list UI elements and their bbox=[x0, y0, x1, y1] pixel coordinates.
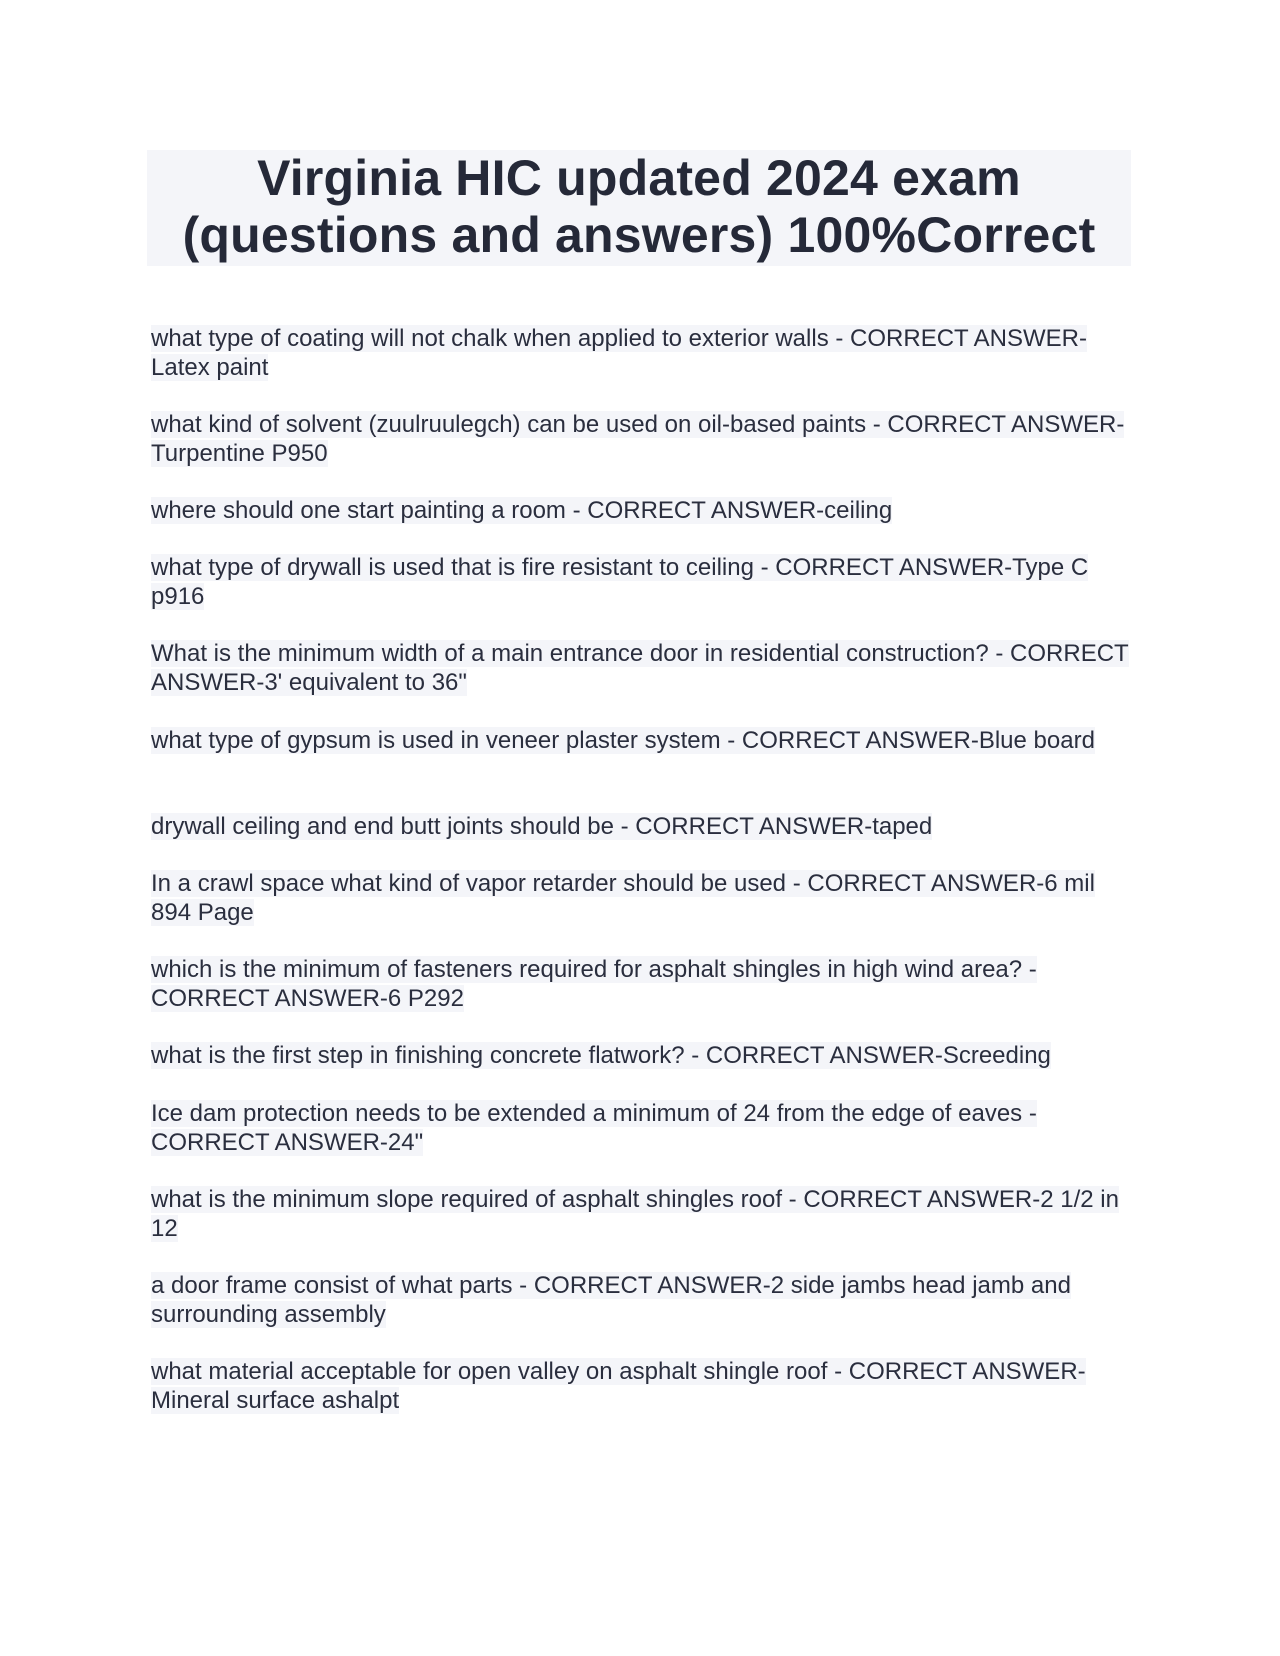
qa-text: what is the minimum slope required of asphalt shingles roof - CORRECT ANSWER-2 1/2 in 12 bbox=[151, 1186, 1119, 1242]
qa-text: what kind of solvent (zuulruulegch) can be used on oil-based paints - CORRECT ANSWER-Turpentine P950 bbox=[151, 411, 1125, 467]
qa-item bbox=[151, 324, 1131, 382]
qa-item bbox=[151, 812, 1131, 841]
qa-text: What is the minimum width of a main entrance door in residential construction? - CORRECT ANSWER-3' equivalent to 36" bbox=[151, 640, 1129, 696]
page-title-line-2: (questions and answers) 100%Correct bbox=[182, 207, 1096, 263]
qa-text: where should one start painting a room - CORRECT ANSWER-ceiling bbox=[151, 497, 893, 524]
qa-text: which is the minimum of fasteners required for asphalt shingles in high wind area? - CORRECT ANSWER-6 P292 bbox=[151, 956, 1037, 1012]
page-title-line-1: Virginia HIC updated 2024 exam bbox=[257, 150, 1021, 206]
qa-text: what type of gypsum is used in veneer plaster system - CORRECT ANSWER-Blue board bbox=[151, 727, 1095, 754]
qa-text: a door frame consist of what parts - CORRECT ANSWER-2 side jambs head jamb and surrounding assembly bbox=[151, 1272, 1071, 1328]
qa-item bbox=[151, 955, 1131, 1013]
title-block bbox=[147, 150, 1131, 266]
qa-text: drywall ceiling and end butt joints should be - CORRECT ANSWER-taped bbox=[151, 813, 933, 840]
qa-item bbox=[151, 1271, 1131, 1329]
qa-item bbox=[151, 1185, 1131, 1243]
qa-item bbox=[151, 869, 1131, 927]
qa-item bbox=[151, 496, 1131, 525]
qa-text: what type of drywall is used that is fire resistant to ceiling - CORRECT ANSWER-Type C p916 bbox=[151, 554, 1089, 610]
qa-text: what material acceptable for open valley on asphalt shingle roof - CORRECT ANSWER-Mineral surface ashalpt bbox=[151, 1358, 1086, 1414]
qa-item bbox=[151, 553, 1131, 611]
qa-item bbox=[151, 410, 1131, 468]
qa-item bbox=[151, 1357, 1131, 1415]
qa-item bbox=[151, 726, 1131, 755]
qa-text: what type of coating will not chalk when applied to exterior walls - CORRECT ANSWER-Latex paint bbox=[151, 325, 1087, 381]
qa-text: Ice dam protection needs to be extended a minimum of 24 from the edge of eaves - CORRECT ANSWER-24" bbox=[151, 1100, 1037, 1156]
qa-text: what is the first step in finishing concrete flatwork? - CORRECT ANSWER-Screeding bbox=[151, 1042, 1051, 1069]
qa-item bbox=[151, 1099, 1131, 1157]
qa-text: In a crawl space what kind of vapor retarder should be used - CORRECT ANSWER-6 mil 894 Page bbox=[151, 870, 1095, 926]
qa-item bbox=[151, 1041, 1131, 1070]
qa-item bbox=[151, 639, 1131, 697]
